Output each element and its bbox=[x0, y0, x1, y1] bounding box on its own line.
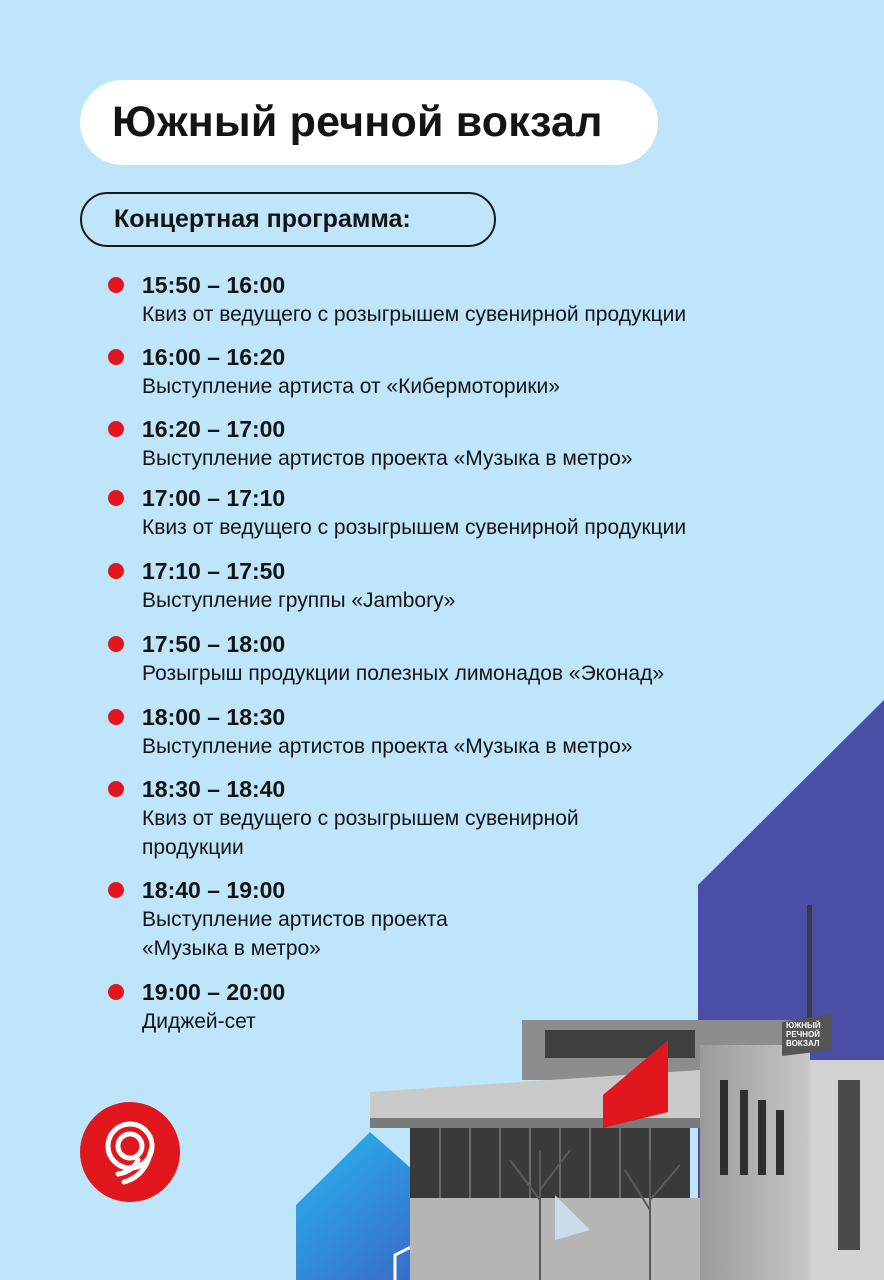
schedule-description: Квиз от ведущего с розыгрышем сувенирной продукции bbox=[142, 807, 579, 859]
schedule-time: 15:50 – 16:00 bbox=[142, 272, 286, 298]
moscow-day-logo-icon bbox=[80, 1102, 180, 1202]
red-dot-icon bbox=[108, 563, 124, 579]
schedule-description: Квиз от ведущего с розыгрышем сувенирной продукции bbox=[142, 303, 687, 326]
program-heading: Концертная программа: bbox=[114, 205, 411, 233]
red-dot-icon bbox=[108, 709, 124, 725]
red-dot-icon bbox=[108, 984, 124, 1000]
schedule-description: Диджей-сет bbox=[142, 1010, 256, 1033]
sign-line-2: РЕЧНОЙ bbox=[786, 1030, 821, 1039]
red-dot-icon bbox=[108, 277, 124, 293]
schedule-time: 19:00 – 20:00 bbox=[142, 979, 286, 1005]
sign-line-3: ВОКЗАЛ bbox=[786, 1039, 820, 1048]
schedule-time: 16:00 – 16:20 bbox=[142, 344, 286, 370]
schedule-description: Розыгрыш продукции полезных лимонадов «Эконад» bbox=[142, 662, 664, 685]
red-dot-icon bbox=[108, 421, 124, 437]
schedule-time: 17:00 – 17:10 bbox=[142, 485, 286, 511]
schedule-description: Выступление группы «Jambory» bbox=[142, 589, 456, 612]
schedule-time: 18:30 – 18:40 bbox=[142, 776, 286, 802]
schedule-description: Выступление артистов проекта «Музыка в метро» bbox=[142, 908, 448, 960]
red-dot-icon bbox=[108, 882, 124, 898]
sign-line-1: ЮЖНЫЙ bbox=[786, 1021, 821, 1030]
red-dot-icon bbox=[108, 349, 124, 365]
schedule-time: 18:00 – 18:30 bbox=[142, 704, 286, 730]
schedule-time: 17:50 – 18:00 bbox=[142, 631, 286, 657]
schedule-description: Квиз от ведущего с розыгрышем сувенирной продукции bbox=[142, 516, 687, 539]
schedule-time: 17:10 – 17:50 bbox=[142, 558, 286, 584]
red-dot-icon bbox=[108, 636, 124, 652]
schedule-description: Выступление артистов проекта «Музыка в метро» bbox=[142, 447, 633, 470]
page-title: Южный речной вокзал bbox=[112, 98, 603, 146]
schedule-description: Выступление артистов проекта «Музыка в метро» bbox=[142, 735, 633, 758]
red-dot-icon bbox=[108, 490, 124, 506]
red-dot-icon bbox=[108, 781, 124, 797]
schedule-description: Выступление артиста от «Кибермоторики» bbox=[142, 375, 560, 398]
schedule-time: 18:40 – 19:00 bbox=[142, 877, 286, 903]
schedule-time: 16:20 – 17:00 bbox=[142, 416, 286, 442]
